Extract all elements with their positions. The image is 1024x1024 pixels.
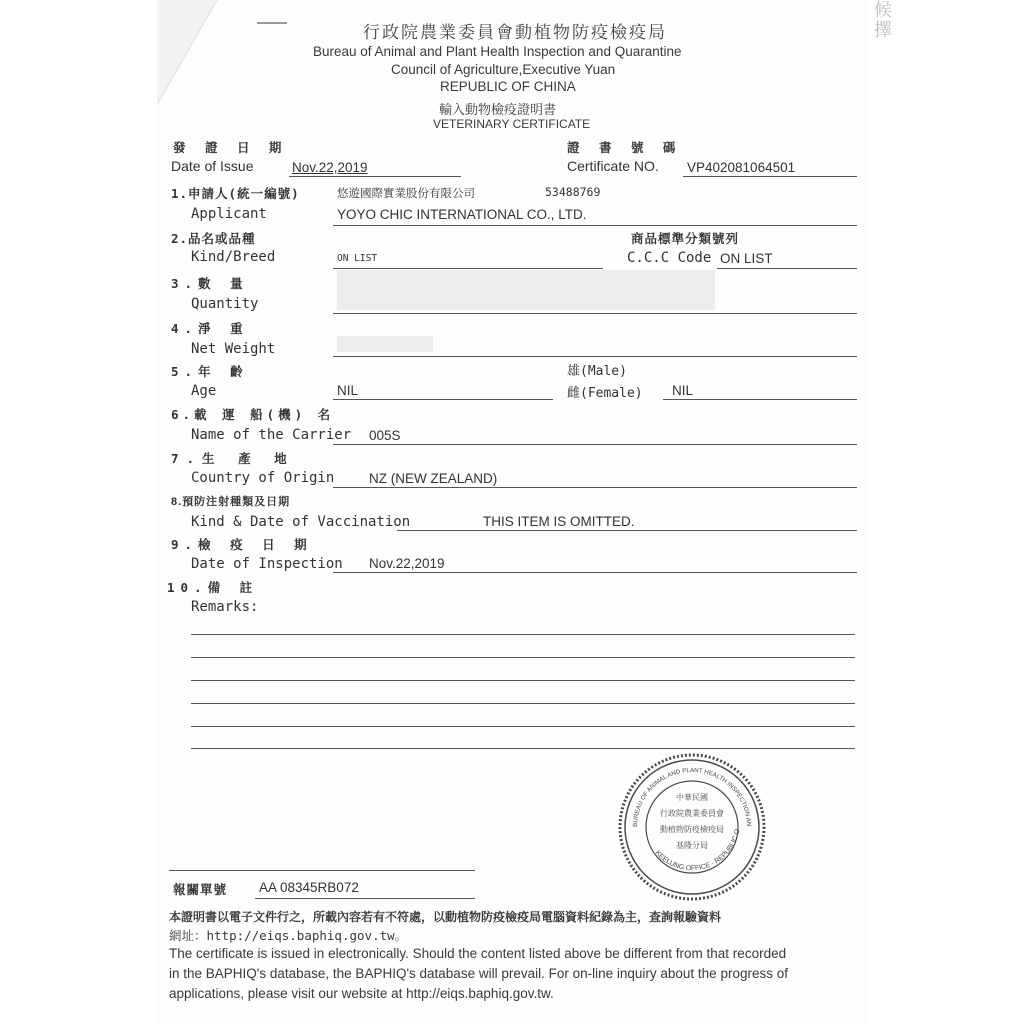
remarks-line bbox=[191, 657, 855, 658]
svg-text:行政院農業委員會: 行政院農業委員會 bbox=[660, 809, 724, 818]
footer-note-en-1: The certificate is issued in electronically. Should the content listed above be different from that recorded bbox=[169, 946, 787, 961]
svg-text:基隆分局: 基隆分局 bbox=[676, 841, 708, 850]
applicant-tax-id: 53488769 bbox=[545, 185, 601, 199]
footer-note-zh: 本證明書以電子文件行之，所載內容若有不符處，以動植物防疫檢疫局電腦資料紀錄為主，查詢報驗資料 bbox=[169, 910, 722, 924]
kind-value: ON LIST bbox=[337, 253, 378, 264]
carrier-value: 005S bbox=[369, 428, 401, 443]
agency-name-zh: 行政院農業委員會動植物防疫檢疫局 bbox=[363, 23, 667, 42]
certificate-no-label-zh: 證 書 號 碼 bbox=[567, 141, 684, 155]
remarks-label-zh: 10.備 註 bbox=[167, 580, 259, 595]
applicant-name-zh: 悠遊國際實業股份有限公司 bbox=[337, 188, 475, 200]
svg-text:KEELUNG OFFICE · REPUBLIC OF C: KEELUNG OFFICE · REPUBLIC O bbox=[653, 828, 742, 873]
remarks-line bbox=[191, 634, 855, 635]
footer-note-en-3: applications, please visit our website at http://eiqs.baphiq.gov.tw. bbox=[169, 986, 554, 1001]
certificate-no-label: Certificate NO. bbox=[567, 158, 659, 174]
age-label-zh: 5.年 齡 bbox=[171, 364, 249, 379]
remarks-line bbox=[191, 680, 855, 681]
female-value: NIL bbox=[672, 383, 694, 398]
inspection-value: Nov.22,2019 bbox=[369, 556, 445, 571]
remarks-line bbox=[191, 726, 855, 727]
origin-value: NZ (NEW ZEALAND) bbox=[369, 471, 498, 486]
inspection-label: Date of Inspection bbox=[191, 556, 343, 572]
certificate-no-value: VP402081064501 bbox=[687, 160, 796, 175]
male-label: 雄(Male) bbox=[567, 364, 627, 379]
applicant-name: YOYO CHIC INTERNATIONAL CO., LTD. bbox=[337, 207, 587, 222]
net-weight-redaction bbox=[337, 336, 433, 352]
vaccination-value: THIS ITEM IS OMITTED. bbox=[483, 514, 635, 529]
quantity-label: Quantity bbox=[191, 296, 259, 312]
council-name: Council of Agriculture,Executive Yuan bbox=[391, 62, 616, 77]
issue-date-label-zh: 發 證 日 期 bbox=[173, 141, 290, 155]
kind-label: Kind/Breed bbox=[191, 249, 276, 265]
svg-text:中華民國: 中華民國 bbox=[676, 793, 708, 802]
vaccination-label: Kind & Date of Vaccination bbox=[191, 514, 411, 530]
remarks-line bbox=[191, 703, 855, 704]
origin-label-zh: 7.生 產 地 bbox=[171, 451, 295, 466]
net-weight-label-zh: 4.淨 重 bbox=[171, 321, 249, 336]
issue-date-value: Nov.22,2019 bbox=[292, 160, 368, 175]
applicant-label: Applicant bbox=[191, 206, 267, 222]
quantity-redaction bbox=[337, 270, 715, 310]
margin-handwriting: 候 擇 bbox=[874, 0, 892, 40]
net-weight-label: Net Weight bbox=[191, 341, 276, 357]
carrier-label: Name of the Carrier bbox=[191, 427, 352, 443]
page-fold bbox=[157, 0, 227, 110]
certificate-title-en: VETERINARY CERTIFICATE bbox=[433, 117, 591, 131]
certificate-page bbox=[157, 0, 867, 1024]
kind-label-zh: 2.品名或品種 bbox=[171, 231, 256, 246]
remarks-label: Remarks: bbox=[191, 599, 259, 615]
issue-date-label: Date of Issue bbox=[171, 158, 254, 174]
svg-text:BUREAU OF ANIMAL AND PLANT HEA: BUREAU OF ANIMAL AND PLANT HEALTH INSPECTION AN bbox=[631, 767, 753, 828]
country-name: REPUBLIC OF CHINA bbox=[440, 79, 576, 94]
agency-name-en: Bureau of Animal and Plant Health Inspection and Quarantine bbox=[313, 44, 682, 59]
age-label: Age bbox=[191, 383, 217, 399]
footer-note-en-2: in the BAPHIQ's database, the BAPHIQ's database will prevail. For on-line inquiry about the progress of bbox=[169, 966, 788, 981]
svg-text:動植物防疫檢疫局: 動植物防疫檢疫局 bbox=[660, 825, 724, 834]
footer-url-zh: 網址：http://eiqs.baphiq.gov.tw。 bbox=[169, 928, 408, 943]
vaccination-label-zh: 8.預防注射種類及日期 bbox=[171, 496, 291, 508]
applicant-label-zh: 1.申請人(統一編號) bbox=[171, 186, 300, 201]
customs-no-label: 報關單號 bbox=[173, 883, 228, 897]
carrier-label-zh: 6.載 運 船(機) 名 bbox=[171, 407, 335, 422]
age-value: NIL bbox=[337, 383, 359, 398]
quantity-label-zh: 3.數 量 bbox=[171, 276, 249, 291]
top-stroke bbox=[257, 22, 287, 24]
ccc-label-zh: 商品標準分類號列 bbox=[631, 232, 740, 246]
female-label: 雌(Female) bbox=[567, 386, 643, 401]
certificate-title-zh: 輸入動物檢疫證明書 bbox=[439, 102, 557, 117]
ccc-value: ON LIST bbox=[720, 251, 773, 266]
customs-no-value: AA 08345RB072 bbox=[259, 880, 359, 895]
origin-label: Country of Origin bbox=[191, 470, 335, 486]
inspection-label-zh: 9.檢 疫 日 期 bbox=[171, 537, 313, 552]
remarks-line bbox=[191, 748, 855, 749]
official-seal bbox=[617, 752, 767, 902]
ccc-label: C.C.C Code bbox=[627, 250, 712, 266]
